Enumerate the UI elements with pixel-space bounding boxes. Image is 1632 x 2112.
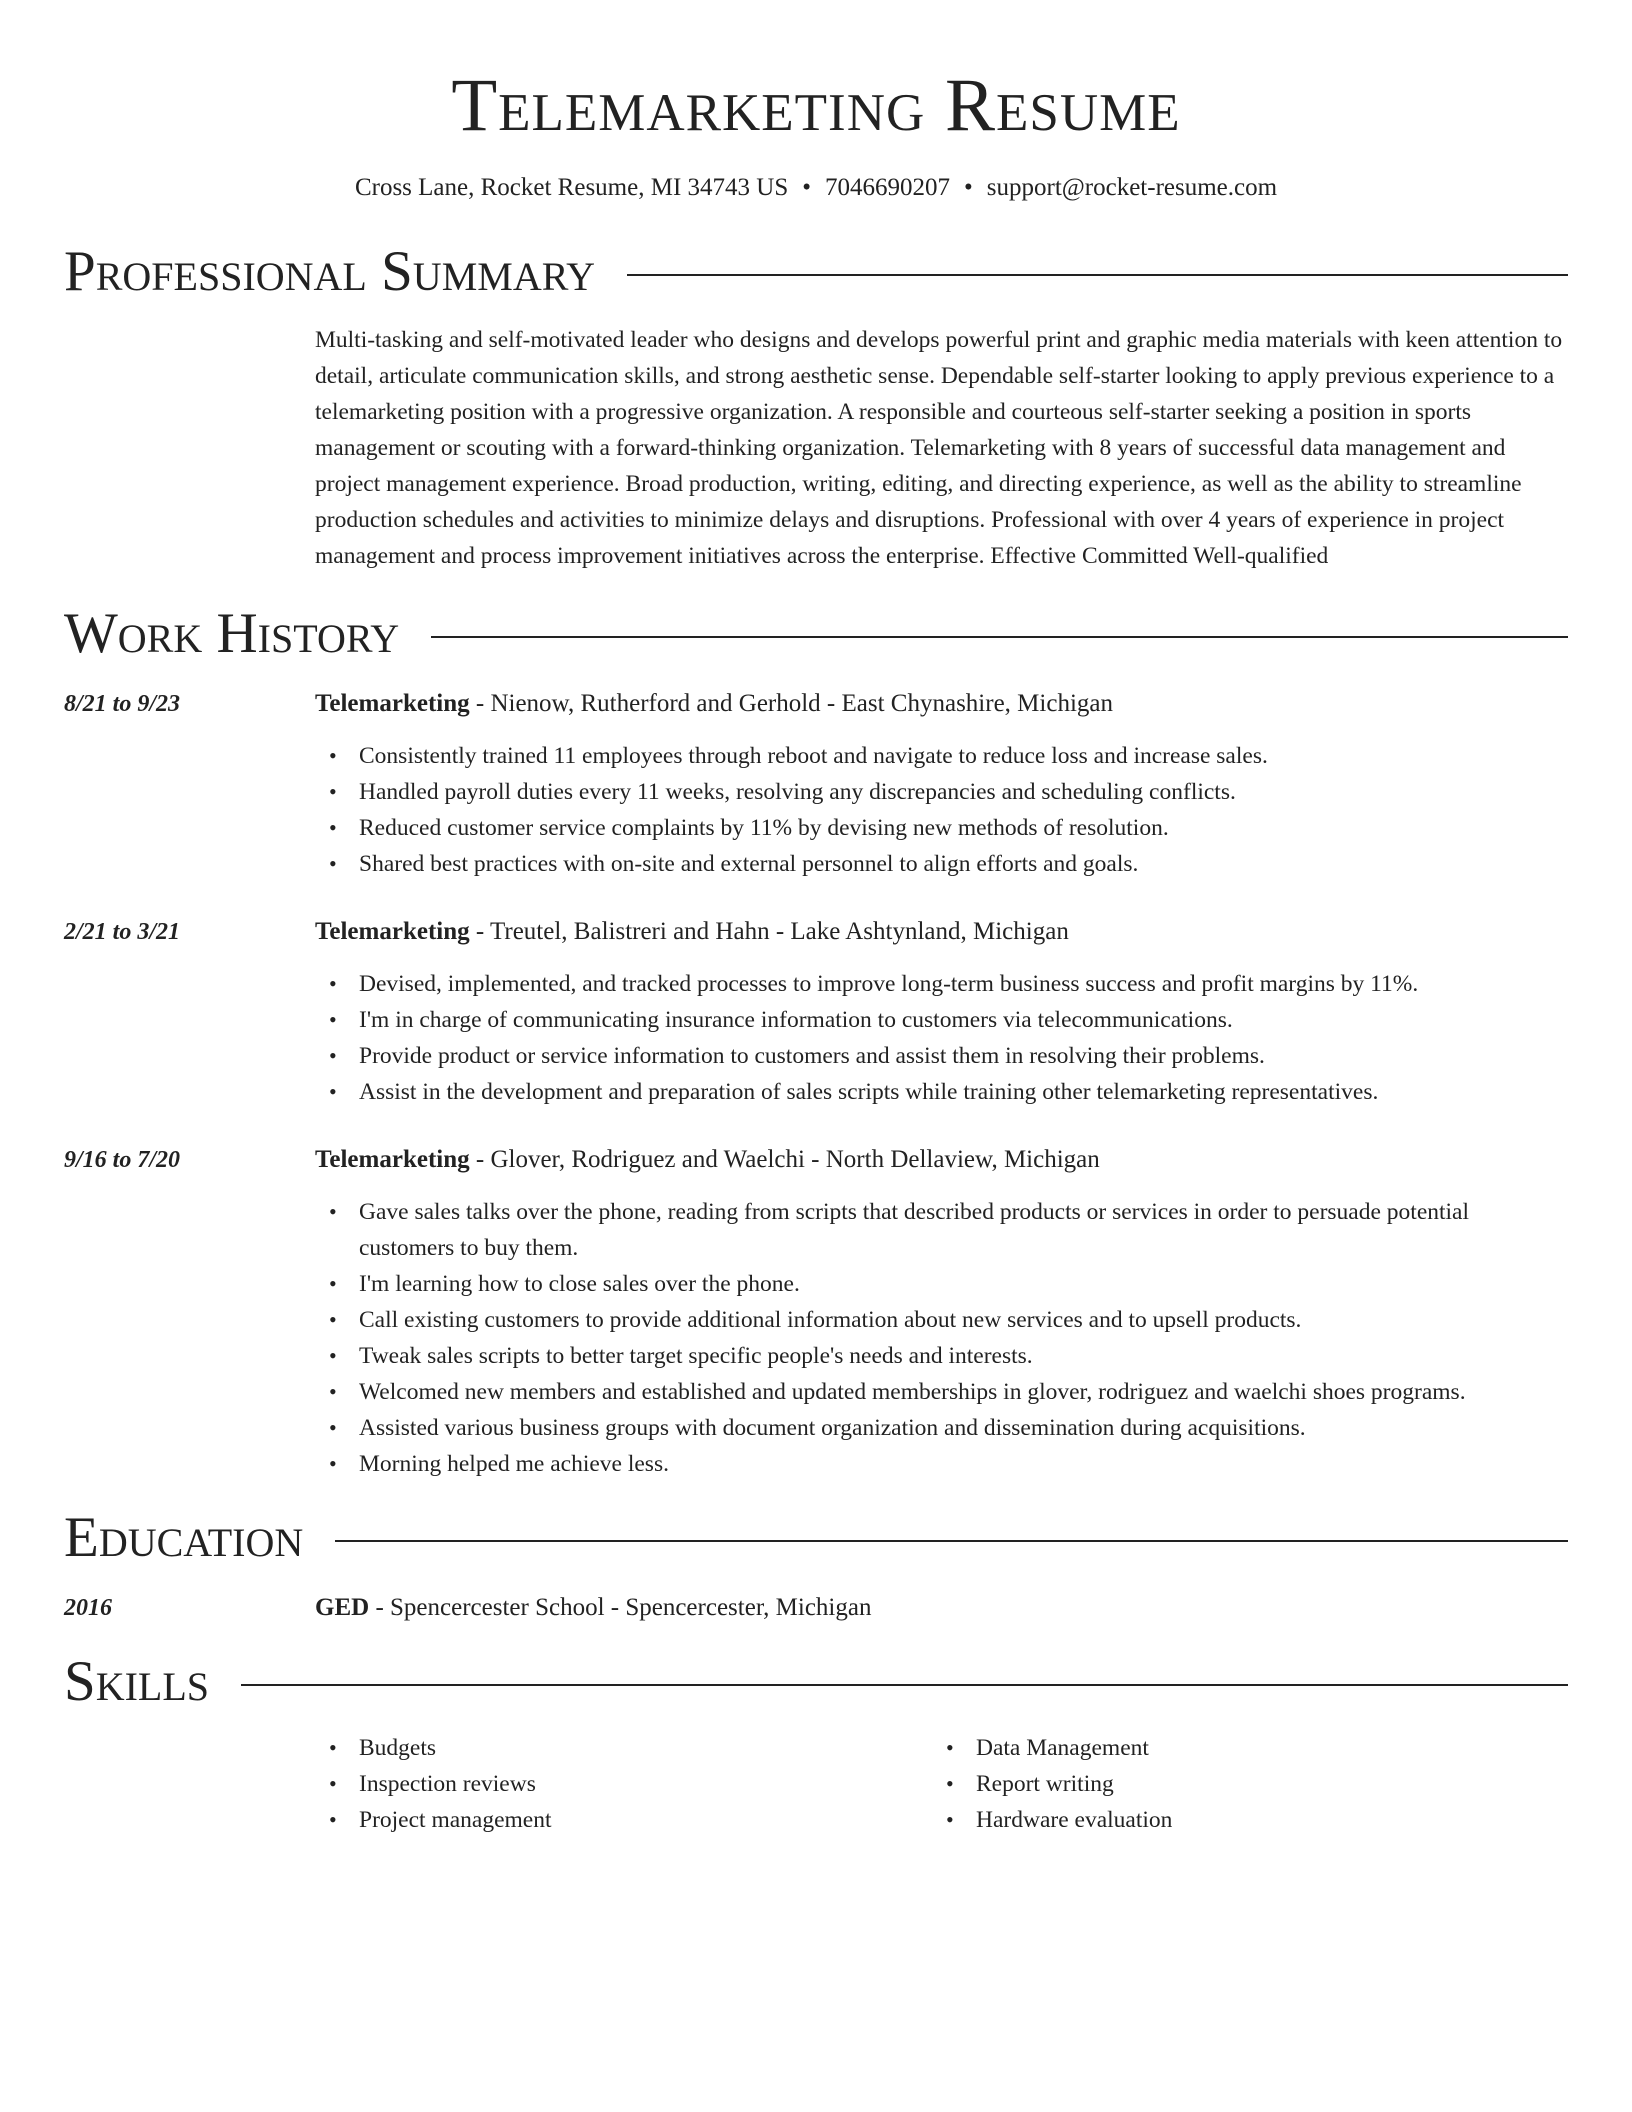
list-item: • I'm learning how to close sales over the phone. — [315, 1266, 1568, 1302]
job-main — [315, 1142, 1568, 1482]
contact-phone: 7046690207 — [825, 174, 950, 201]
work-history-section — [64, 602, 1568, 1482]
list-item: • Inspection reviews — [315, 1766, 932, 1802]
list-item: • Assisted various business groups with document organization and dissemination during acquisitions. — [315, 1410, 1568, 1446]
job-title-line — [315, 1142, 1568, 1178]
section-title: Professional Summary — [64, 240, 596, 303]
job-dates: 8/21 to 9/23 — [64, 691, 181, 717]
section-title: Skills — [64, 1650, 210, 1713]
summary-section — [64, 240, 1568, 574]
skills-column-left — [315, 1730, 932, 1838]
job-title-line — [315, 686, 1568, 722]
contact-separator: • — [802, 174, 811, 201]
job-entry — [64, 1142, 1568, 1482]
education-school: - Spencercester School - Spencercester, Michigan — [369, 1594, 872, 1621]
section-title: Education — [64, 1506, 304, 1569]
job-title: Telemarketing — [315, 918, 470, 945]
summary-text: Multi-tasking and self-motivated leader who designs and develops powerful print and graphic media materials with keen attention to detail, articulate communication skills, and strong aesthetic sense. Dependable self-starter looking to apply previous experience to a telemarketing position with a progressive organization. A responsible and courteous self-starter seeking a position in sports management or scouting with a forward-thinking organization. Telemarketing with 8 years of successful data management and project management experience. Broad production, writing, editing, and directing experience, as well as the ability to streamline production schedules and activities to minimize delays and disruptions. Professional with over 4 years of experience in project management and process improvement initiatives across the enterprise. Effective Committed Well-qualified — [315, 327, 1563, 569]
job-main — [315, 686, 1568, 882]
job-employer: - Nienow, Rutherford and Gerhold - East Chynashire, Michigan — [469, 690, 1113, 717]
list-item: • Budgets — [315, 1730, 932, 1766]
education-year: 2016 — [64, 1595, 112, 1621]
list-item: • Assist in the development and preparation of sales scripts while training other telemarketing representatives. — [315, 1074, 1568, 1110]
contact-address: Cross Lane, Rocket Resume, MI 34743 US — [354, 174, 789, 201]
resume-page — [64, 0, 1568, 1838]
job-entry — [64, 914, 1568, 1110]
section-title: Work History — [64, 602, 400, 665]
list-item: • Reduced customer service complaints by 11% by devising new methods of resolution. — [315, 810, 1568, 846]
list-item: • I'm in charge of communicating insurance information to customers via telecommunications. — [315, 1002, 1568, 1038]
summary-heading — [64, 240, 1568, 304]
education-section — [64, 1506, 1568, 1626]
job-title-line — [315, 914, 1568, 950]
list-item: • Shared best practices with on-site and external personnel to align efforts and goals. — [315, 846, 1568, 882]
section-divider — [431, 636, 1568, 638]
skills-column-right — [932, 1730, 1549, 1838]
skills-list — [315, 1730, 1568, 1838]
job-bullets — [315, 966, 1568, 1110]
job-bullets — [315, 738, 1568, 882]
resume-title: Telemarketing Resume — [451, 64, 1181, 147]
job-dates: 9/16 to 7/20 — [64, 1147, 181, 1173]
education-degree: GED — [315, 1594, 370, 1621]
list-item: • Data Management — [932, 1730, 1549, 1766]
education-heading — [64, 1506, 1568, 1570]
list-item: • Call existing customers to provide additional information about new services and to upsell products. — [315, 1302, 1568, 1338]
job-bullets — [315, 1194, 1568, 1482]
job-dates: 2/21 to 3/21 — [64, 919, 181, 945]
list-item: • Gave sales talks over the phone, reading from scripts that described products or services in order to persuade potential customers to buy them. — [315, 1194, 1568, 1266]
contact-separator: • — [964, 174, 973, 201]
list-item: • Hardware evaluation — [932, 1802, 1549, 1838]
job-title: Telemarketing — [315, 1146, 470, 1173]
skills-section — [64, 1650, 1568, 1838]
job-main — [315, 914, 1568, 1110]
list-item: • Handled payroll duties every 11 weeks, resolving any discrepancies and scheduling conflicts. — [315, 774, 1568, 810]
list-item: • Provide product or service information to customers and assist them in resolving their problems. — [315, 1038, 1568, 1074]
section-divider — [627, 274, 1568, 276]
section-divider — [335, 1540, 1568, 1542]
skills-heading — [64, 1650, 1568, 1714]
list-item: • Project management — [315, 1802, 932, 1838]
section-divider — [241, 1684, 1568, 1686]
education-main — [315, 1590, 871, 1626]
resume-header — [64, 0, 1568, 204]
list-item: • Report writing — [932, 1766, 1549, 1802]
education-entry — [64, 1590, 1568, 1626]
contact-line — [64, 172, 1568, 204]
job-employer: - Treutel, Balistreri and Hahn - Lake Ashtynland, Michigan — [469, 918, 1069, 945]
job-entry — [64, 686, 1568, 882]
list-item: • Devised, implemented, and tracked processes to improve long-term business success and profit margins by 11%. — [315, 966, 1568, 1002]
list-item: • Morning helped me achieve less. — [315, 1446, 1568, 1482]
job-title: Telemarketing — [315, 690, 470, 717]
job-employer: - Glover, Rodriguez and Waelchi - North Dellaview, Michigan — [469, 1146, 1100, 1173]
list-item: • Tweak sales scripts to better target specific people's needs and interests. — [315, 1338, 1568, 1374]
list-item: • Consistently trained 11 employees through reboot and navigate to reduce loss and increase sales. — [315, 738, 1568, 774]
contact-email: support@rocket-resume.com — [986, 174, 1278, 201]
work-history-heading — [64, 602, 1568, 666]
list-item: • Welcomed new members and established and updated memberships in glover, rodriguez and waelchi shoes programs. — [315, 1374, 1568, 1410]
